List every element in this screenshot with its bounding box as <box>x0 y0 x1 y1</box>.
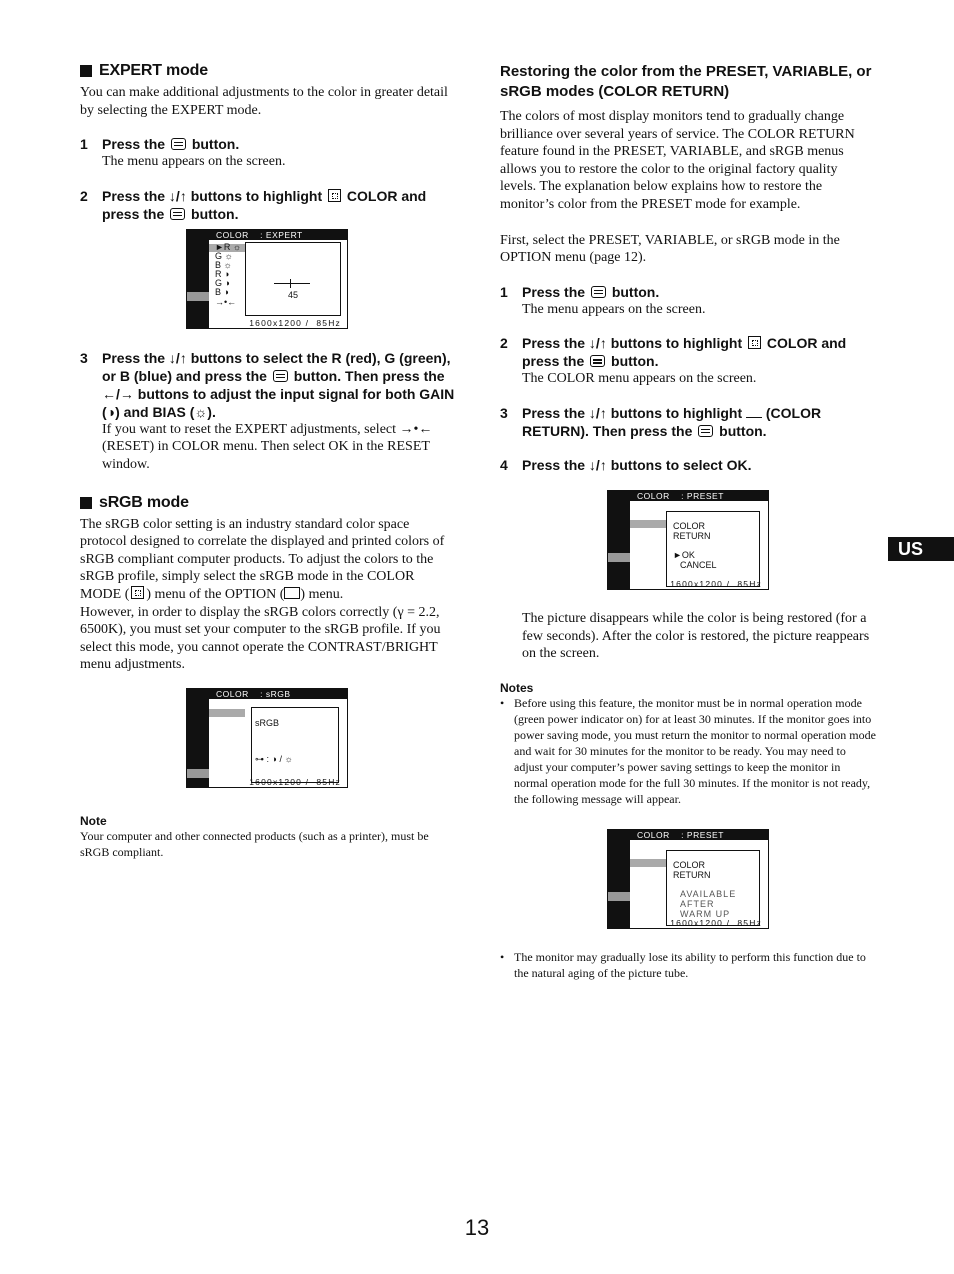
color-return-heading: Restoring the color from the PRESET, VARIABLE, or sRGB modes (COLOR RETURN) <box>500 63 872 100</box>
color-return-icon <box>746 408 762 418</box>
square-bullet-icon <box>80 65 92 77</box>
color-return-body-2: First, select the PRESET, VARIABLE, or sRGB mode in the OPTION menu (page 12). <box>500 232 840 266</box>
return-step-3: 3 Press the ↓/↑ buttons to highlight (COLOR RETURN). Then press the button. <box>500 404 822 439</box>
menu-button-icon <box>698 425 713 437</box>
osd-warm-up-screen: COLOR : PRESET COLOR RETURN AVAILABLE AFTER WARM UP 1600x1200 / 85Hz <box>607 829 769 929</box>
return-step-1: 1 Press the button. The menu appears on the screen. <box>500 283 706 317</box>
page-number: 13 <box>464 1215 490 1240</box>
return-step-4: 4 Press the ↓/↑ buttons to select OK. <box>500 456 752 473</box>
after-restore-text: The picture disappears while the color is being restored (for a few seconds). After the color is restored, the picture reappears on the screen. <box>522 610 870 662</box>
osd-color-return-screen: COLOR : PRESET COLOR RETURN ►OK CANCEL 1600x1200 / 85Hz <box>607 490 769 590</box>
srgb-body-2: However, in order to display the sRGB colors correctly (γ = 2.2, 6500K), you must set your computer to the sRGB profile. If you select this mode, you cannot operate the CONTRAST/BRIGHT menu adjustments. <box>80 604 441 673</box>
right-column <box>500 62 876 981</box>
srgb-body: The sRGB color setting is an industry standard color space protocol designed to correlate the displayed and printed colors of sRGB compliant computer products. To adjust the colors to the sRGB profile, simply select the sRGB mode in the COLOR MODE ( ) menu of the OPTION ( ) menu. <box>80 516 445 602</box>
menu-button-icon <box>170 208 185 220</box>
expert-step-3: 3 Press the ↓/↑ buttons to select the R (red), G (green), or B (blue) and press the button. Then press the ←/→ buttons to adjust the input signal for both GAIN (◑) and BIAS (☼). If you want to reset the EXPERT adjustments, select →•← (RESET) in COLOR menu. Then select OK in the RESET window. <box>80 349 455 472</box>
menu-button-icon <box>273 370 288 382</box>
left-column <box>80 62 456 860</box>
notes-heading: Notes <box>500 680 534 695</box>
osd-expert-screen: COLOR : EXPERT ►R ☼ G ☼ B ☼ R ◑ G ◑ B ◑ →•← 45 1600x1200 / 85Hz <box>186 229 348 329</box>
menu-button-icon <box>171 138 186 150</box>
return-step-2: 2 Press the ↓/↑ buttons to highlight COLOR and press the button. The COLOR menu appears on the screen. <box>500 335 847 387</box>
square-bullet-icon <box>80 497 92 509</box>
color-icon <box>131 586 144 599</box>
region-tab: US <box>888 537 954 561</box>
srgb-mode-heading: sRGB mode <box>80 494 456 512</box>
expert-step-1: 1 Press the button. The menu appears on the screen. <box>80 136 286 170</box>
menu-button-icon <box>591 286 606 298</box>
srgb-note-text: Your computer and other connected products (such as a printer), must be sRGB compliant. <box>80 828 429 859</box>
note-bullet-1: • Before using this feature, the monitor must be in normal operation mode (green power indicator on) for at least 30 minutes. If the monitor goes into power saving mode, you must return the monitor to normal operation mode and wait for 30 minutes for the monitor to be ready. You may need to adjust your computer’s power saving settings to keep the monitor in normal operation mode for the full 30 minutes. If the monitor is not ready, the following message will appear. <box>500 695 876 806</box>
color-return-body: The colors of most display monitors tend to gradually change brilliance over several years of service. The COLOR RETURN feature found in the PRESET, VARIABLE, and sRGB menus allows you to restore the color to the original factory quality levels. The explanation below explains how to restore the monitor’s color from the PRESET mode for example. <box>500 109 855 212</box>
color-icon <box>328 189 341 202</box>
expert-intro: You can make additional adjustments to the color in greater detail by selecting the EXPERT mode. <box>80 85 448 118</box>
srgb-note-heading: Note <box>80 813 107 828</box>
color-icon <box>748 336 761 349</box>
option-icon <box>284 587 300 599</box>
note-bullet-2: • The monitor may gradually lose its ability to perform this function due to the natural aging of the picture tube. <box>500 949 866 980</box>
expert-step-2: 2 Press the ↓/↑ buttons to highlight COLOR and press the button. <box>80 187 427 222</box>
expert-mode-heading: EXPERT mode <box>80 62 456 80</box>
osd-srgb-screen: COLOR : sRGB sRGB ⊶ : ◑ / ☼ 1600x1200 / 85Hz <box>186 688 348 788</box>
menu-button-icon <box>590 355 605 367</box>
